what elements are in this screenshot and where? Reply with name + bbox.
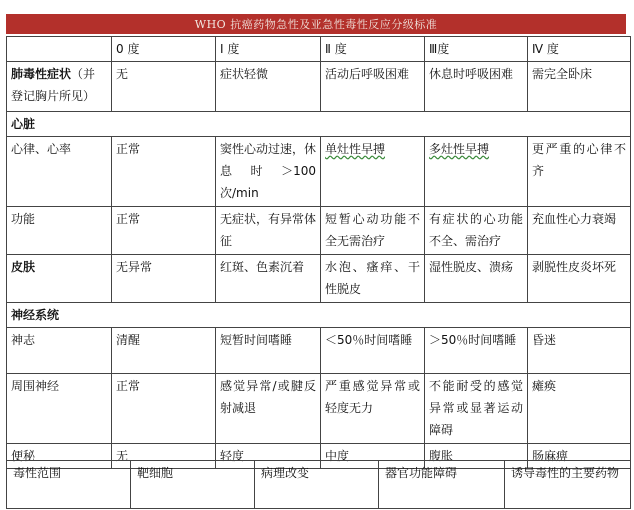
row-label-consciousness: 神志 [7,328,112,374]
heart-function-grade-3: 有症状的心功能不全、需治疗 [425,207,528,255]
peripheral-grade-2: 严重感觉异常或轻度无力 [321,374,425,444]
heart-function-grade-1: 无症状，有异常体征 [216,207,321,255]
peripheral-grade-1: 感觉异常/或腱反射减退 [216,374,321,444]
header-grade-2: Ⅱ 度 [321,37,425,62]
skin-grade-4: 剥脱性皮炎坏死 [528,255,631,303]
skin-grade-3: 湿性脱皮、溃疡 [425,255,528,303]
header-grade-3: Ⅲ度 [425,37,528,62]
lung-grade-2: 活动后呼吸困难 [321,62,425,112]
table-row-lung [7,62,631,112]
consciousness-grade-2: ＜50％时间嗜睡 [321,328,425,374]
row-label-heart-function: 功能 [7,207,112,255]
heart-rhythm-grade-0: 正常 [112,137,216,207]
row-label-constipation: 便秘 [7,444,112,469]
constipation-grade-1: 轻度 [216,444,321,469]
table-row-consciousness [7,328,631,374]
table-title: WHO 抗癌药物急性及亚急性毒性反应分级标准 [6,14,626,34]
header-row [7,37,631,62]
heart-function-grade-0: 正常 [112,207,216,255]
lung-grade-0: 无 [112,62,216,112]
table-row-heart-function [7,207,631,255]
header-grade-4: Ⅳ 度 [528,37,631,62]
footer-organ-dysfunction: 器官功能障碍 [379,461,505,509]
row-label-skin: 皮肤 [7,255,112,303]
section-row-heart [7,112,631,137]
lung-grade-3: 休息时呼吸困难 [425,62,528,112]
footer-toxicity-range: 毒性范围 [7,461,131,509]
skin-grade-1: 红斑、色素沉着 [216,255,321,303]
heart-rhythm-grade-2: 单灶性早搏 [321,137,425,207]
section-heart: 心脏 [7,112,631,137]
skin-grade-2: 水泡、瘙痒、干性脱皮 [321,255,425,303]
table-row-skin [7,255,631,303]
section-row-neuro [7,303,631,328]
consciousness-grade-1: 短暂时间嗜睡 [216,328,321,374]
consciousness-grade-3: ＞50％时间嗜睡 [425,328,528,374]
heart-rhythm-grade-4: 更严重的心律不齐 [528,137,631,207]
header-grade-1: Ⅰ 度 [216,37,321,62]
section-neuro: 神经系统 [7,303,631,328]
skin-grade-0: 无异常 [112,255,216,303]
footer-main-drugs: 诱导毒性的主要药物 [505,461,631,509]
heart-function-grade-2: 短暂心动功能不全无需治疗 [321,207,425,255]
table-row-heart-rhythm [7,137,631,207]
peripheral-grade-0: 正常 [112,374,216,444]
constipation-grade-0: 无 [112,444,216,469]
table-row-peripheral-nerve [7,374,631,444]
heart-rhythm-grade-1: 窦性心动过速，休息时＞100 次/min [216,137,321,207]
footer-header-table [6,460,631,509]
lung-grade-4: 需完全卧床 [528,62,631,112]
header-grade-0: 0 度 [112,37,216,62]
peripheral-grade-3: 不能耐受的感觉异常或显著运动障碍 [425,374,528,444]
constipation-grade-2: 中度 [321,444,425,469]
constipation-grade-4: 肠麻痹 [528,444,631,469]
row-label-peripheral-nerve: 周围神经 [7,374,112,444]
consciousness-grade-0: 清醒 [112,328,216,374]
footer-pathology: 病理改变 [255,461,379,509]
lung-label: 肺毒性症状 [11,67,72,81]
heart-function-grade-4: 充血性心力衰竭 [528,207,631,255]
header-empty-cell [7,37,112,62]
footer-row [7,461,631,509]
constipation-grade-3: 腹胀 [425,444,528,469]
lung-label-note: （并登记胸片所见） [11,67,96,103]
toxicity-grading-table [6,36,631,469]
peripheral-grade-4: 瘫痪 [528,374,631,444]
row-label-lung [7,62,112,112]
lung-grade-1: 症状轻微 [216,62,321,112]
row-label-heart-rhythm: 心律、心率 [7,137,112,207]
consciousness-grade-4: 昏迷 [528,328,631,374]
footer-target-cell: 靶细胞 [131,461,255,509]
heart-rhythm-grade-3: 多灶性早搏 [425,137,528,207]
